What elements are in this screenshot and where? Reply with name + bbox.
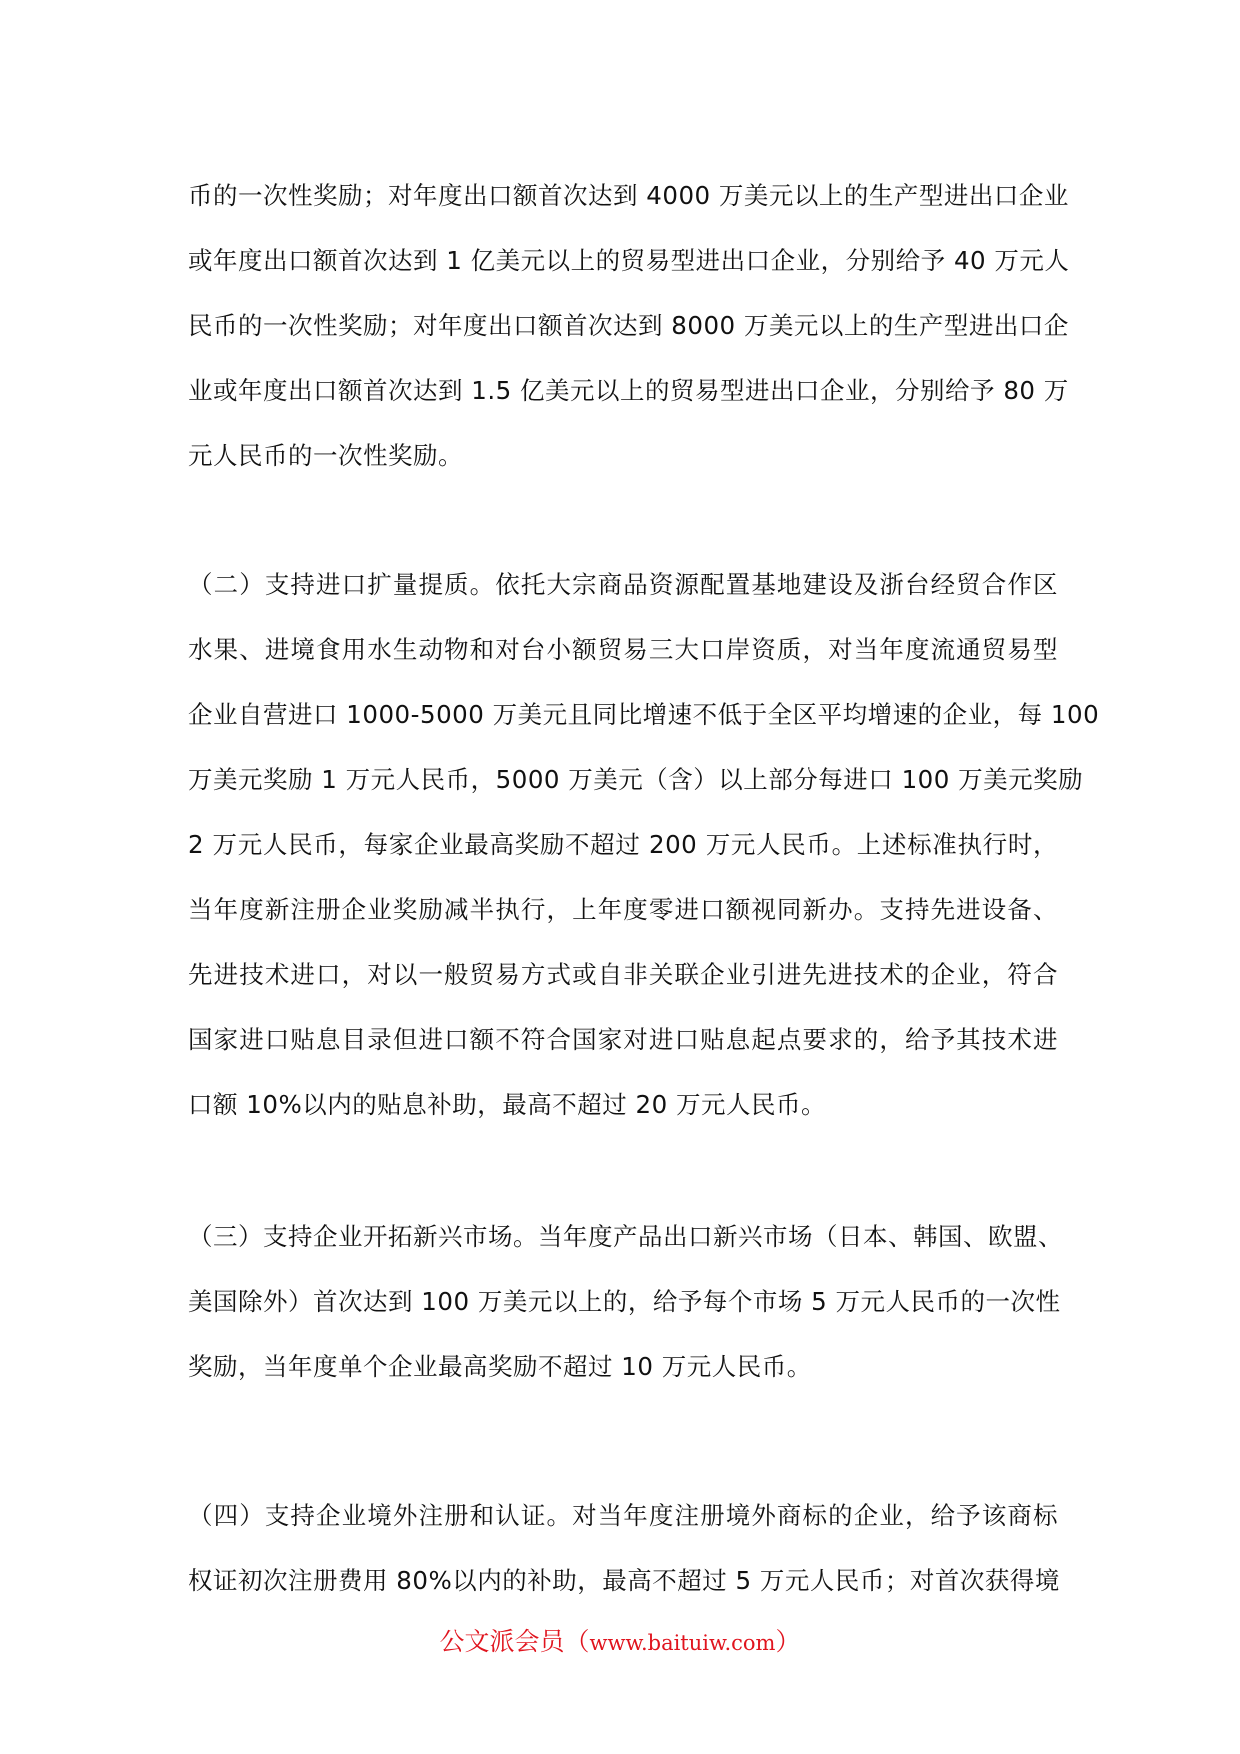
footer-suffix: ）: [775, 1627, 801, 1656]
text-line: 美国除外）首次达到 100 万美元以上的，给予每个市场 5 万元人民币的一次性: [188, 1287, 1061, 1316]
text-line: 权证初次注册费用 80%以内的补助，最高不超过 5 万元人民币；对首次获得境: [188, 1566, 1060, 1595]
paragraph-import-support: [188, 569, 1100, 1121]
text-line: 当年度新注册企业奖励减半执行，上年度零进口额视同新办。支持先进设备、: [188, 895, 1058, 924]
text-line: 或年度出口额首次达到 1 亿美元以上的贸易型进出口企业，分别给予 40 万元人: [188, 246, 1070, 275]
footer-link[interactable]: www.baituiw.com: [589, 1631, 776, 1655]
footer-watermark: [0, 1626, 1240, 1659]
text-line: 企业自营进口 1000-5000 万美元且同比增速不低于全区平均增速的企业，每 100: [188, 700, 1100, 729]
text-line: （三）支持企业开拓新兴市场。当年度产品出口新兴市场（日本、韩国、欧盟、: [188, 1222, 1063, 1251]
text-line: 水果、进境食用水生动物和对台小额贸易三大口岸资质，对当年度流通贸易型: [188, 635, 1058, 664]
paragraph-overseas-registration: [188, 1500, 1058, 1597]
text-line: 先进技术进口，对以一般贸易方式或自非关联企业引进先进技术的企业，符合: [188, 960, 1058, 989]
text-line: 国家进口贴息目录但进口额不符合国家对进口贴息起点要求的，给予其技术进: [188, 1025, 1058, 1054]
text-line: （四）支持企业境外注册和认证。对当年度注册境外商标的企业，给予该商标: [188, 1501, 1058, 1530]
text-line: 业或年度出口额首次达到 1.5 亿美元以上的贸易型进出口企业，分别给予 80 万: [188, 376, 1069, 405]
paragraph-export-awards: [188, 180, 1070, 472]
text-line: 口额 10%以内的贴息补助，最高不超过 20 万元人民币。: [188, 1090, 826, 1119]
text-line: 万美元奖励 1 万元人民币，5000 万美元（含）以上部分每进口 100 万美元奖励: [188, 765, 1084, 794]
text-line: 元人民币的一次性奖励。: [188, 441, 463, 470]
text-line: （二）支持进口扩量提质。依托大宗商品资源配置基地建设及浙台经贸合作区: [188, 570, 1058, 599]
text-line: 2 万元人民币，每家企业最高奖励不超过 200 万元人民币。上述标准执行时，: [188, 830, 1058, 859]
text-line: 奖励，当年度单个企业最高奖励不超过 10 万元人民币。: [188, 1352, 812, 1381]
text-line: 民币的一次性奖励；对年度出口额首次达到 8000 万美元以上的生产型进出口企: [188, 311, 1069, 340]
footer-prefix: 公文派会员（: [439, 1627, 590, 1656]
text-line: 币的一次性奖励；对年度出口额首次达到 4000 万美元以上的生产型进出口企业: [188, 181, 1069, 210]
paragraph-emerging-markets: [188, 1221, 1063, 1383]
